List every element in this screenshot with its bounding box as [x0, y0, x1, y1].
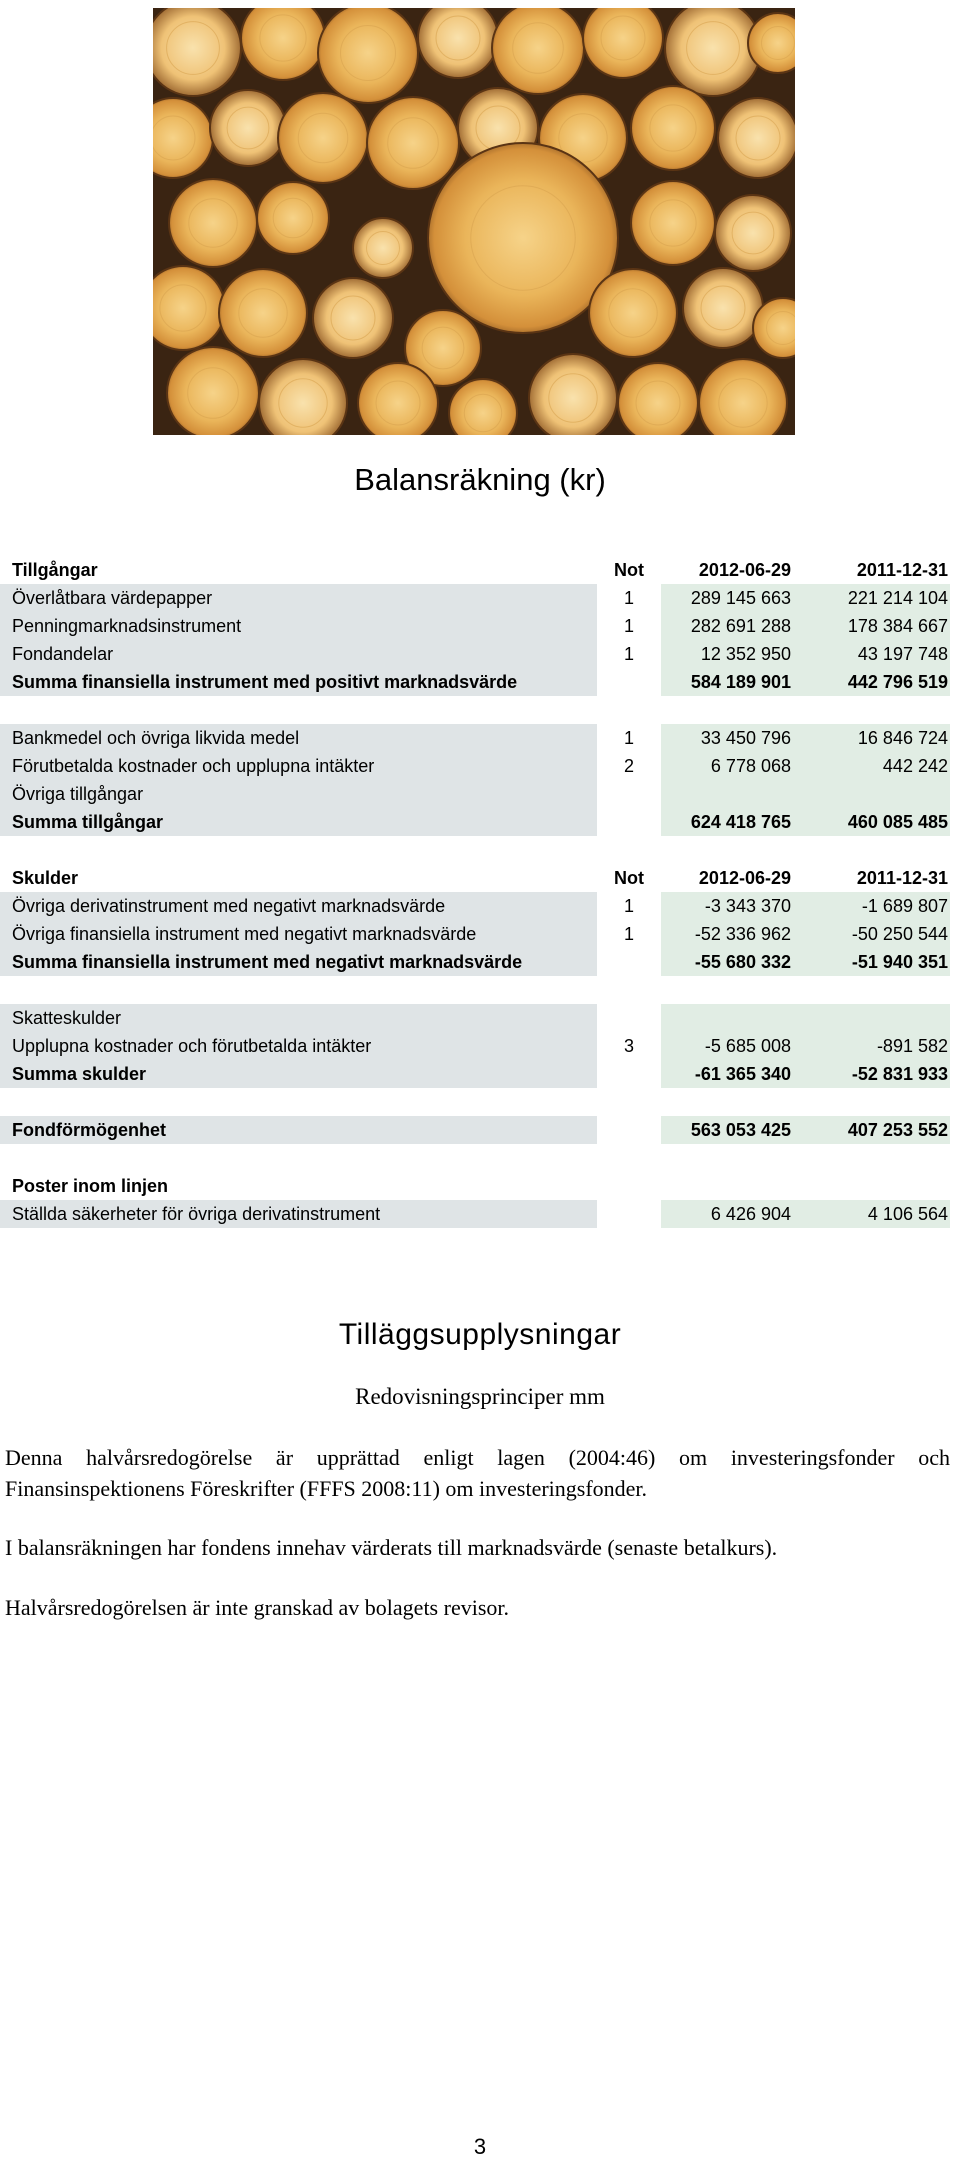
row-label: Skatteskulder — [0, 1004, 597, 1032]
row-value-2011: 178 384 667 — [793, 612, 950, 640]
assets-header-not: Not — [614, 560, 644, 580]
row-note — [597, 1004, 661, 1032]
row-value-2012: 624 418 765 — [661, 808, 793, 836]
row-label: Summa tillgångar — [0, 808, 597, 836]
row-value-2011: -1 689 807 — [793, 892, 950, 920]
row-value-2012: -3 343 370 — [661, 892, 793, 920]
row-label: Upplupna kostnader och förutbetalda intäkter — [0, 1032, 597, 1060]
log-end — [683, 268, 763, 348]
liabilities-header-date1: 2012-06-29 — [698, 868, 791, 888]
row-note — [597, 668, 661, 696]
log-end — [259, 359, 347, 435]
row-note: 1 — [623, 924, 634, 944]
row-value-2012: 33 450 796 — [661, 724, 793, 752]
table-row-total — [0, 948, 960, 976]
log-end — [367, 97, 459, 189]
off-balance-header-row — [0, 1172, 960, 1200]
row-value-2011: 460 085 485 — [793, 808, 950, 836]
row-value-2012 — [661, 780, 793, 808]
row-value-2012: -5 685 008 — [661, 1032, 793, 1060]
row-label: Förutbetalda kostnader och upplupna intäkter — [0, 752, 597, 780]
log-end — [257, 182, 329, 254]
table-row — [0, 584, 960, 612]
row-value-2012: -55 680 332 — [661, 948, 793, 976]
log-end — [241, 8, 325, 80]
row-value-2011: 442 242 — [793, 752, 950, 780]
row-note — [597, 1200, 661, 1228]
assets-header-date1: 2012-06-29 — [698, 560, 791, 580]
row-note — [597, 1060, 661, 1088]
table-row — [0, 1032, 960, 1060]
row-value-2012: -52 336 962 — [661, 920, 793, 948]
log-end — [492, 8, 584, 94]
row-note: 1 — [623, 896, 634, 916]
log-end — [631, 86, 715, 170]
table-row-total — [0, 1060, 960, 1088]
row-value-2011: 221 214 104 — [793, 584, 950, 612]
supplement-paragraph: I balansräkningen har fondens innehav värderats till marknadsvärde (senaste betalkurs). — [5, 1535, 778, 1560]
log-end — [699, 359, 787, 435]
row-label: Övriga tillgångar — [0, 780, 597, 808]
row-note: 1 — [623, 616, 634, 636]
timber-logs-image — [153, 8, 795, 435]
row-label: Övriga derivatinstrument med negativt marknadsvärde — [0, 892, 597, 920]
row-note: 1 — [623, 644, 634, 664]
row-value-2012: 12 352 950 — [661, 640, 793, 668]
liabilities-header-row — [0, 864, 960, 892]
log-end — [318, 8, 418, 103]
page-title: Balansräkning (kr) — [354, 462, 606, 497]
row-label: Summa skulder — [0, 1060, 597, 1088]
assets-header-label: Tillgångar — [12, 560, 98, 580]
row-value-2011: 16 846 724 — [793, 724, 950, 752]
table-row — [0, 920, 960, 948]
supplement-title: Tilläggsupplysningar — [338, 1318, 622, 1351]
row-label: Överlåtbara värdepapper — [0, 584, 597, 612]
log-end — [618, 363, 698, 435]
table-row — [0, 1200, 960, 1228]
net-assets-label: Fondförmögenhet — [0, 1116, 597, 1144]
row-value-2011: -51 940 351 — [793, 948, 950, 976]
row-value-2011: 4 106 564 — [793, 1200, 950, 1228]
log-end — [353, 218, 413, 278]
row-note: 1 — [623, 588, 634, 608]
table-row — [0, 752, 960, 780]
row-value-2011: -891 582 — [793, 1032, 950, 1060]
row-value-2011: 442 796 519 — [793, 668, 950, 696]
liabilities-header-not: Not — [614, 868, 644, 888]
log-end — [313, 278, 393, 358]
row-value-2012: 289 145 663 — [661, 584, 793, 612]
table-row — [0, 640, 960, 668]
row-label: Fondandelar — [0, 640, 597, 668]
log-end — [278, 93, 368, 183]
page-number: 3 — [473, 2134, 487, 2159]
row-value-2012: 6 426 904 — [661, 1200, 793, 1228]
supplement-paragraph: Denna halvårsredogörelse är upprättad enligt lagen (2004:46) om investeringsfonder och Finansinspektionens Föreskrifter (FFFS 2008:11) om investeringsfonder. — [5, 1445, 950, 1501]
balance-sheet-table — [0, 556, 960, 1228]
log-end — [589, 269, 677, 357]
log-end — [718, 98, 795, 178]
row-note: 3 — [623, 1036, 634, 1056]
log-end — [631, 181, 715, 265]
table-row — [0, 892, 960, 920]
spacer-row — [0, 976, 960, 1004]
table-row-total — [0, 808, 960, 836]
row-label: Summa finansiella instrument med negativt marknadsvärde — [0, 948, 597, 976]
log-end — [418, 8, 498, 78]
row-value-2011: -50 250 544 — [793, 920, 950, 948]
log-end — [358, 363, 438, 435]
row-value-2011 — [793, 780, 950, 808]
supplement-subtitle: Redovisningsprinciper mm — [355, 1384, 605, 1409]
row-value-2012 — [661, 1004, 793, 1032]
timber-logs-photo — [153, 8, 795, 435]
row-value-2012: 282 691 288 — [661, 612, 793, 640]
log-end — [210, 90, 286, 166]
log-end — [529, 354, 617, 435]
liabilities-header-label: Skulder — [12, 868, 79, 888]
row-value-2012: 584 189 901 — [661, 668, 793, 696]
table-row — [0, 612, 960, 640]
spacer-row — [0, 836, 960, 864]
row-note — [597, 780, 661, 808]
row-note: 1 — [623, 728, 634, 748]
net-assets-2011: 407 253 552 — [793, 1116, 950, 1144]
table-row — [0, 724, 960, 752]
row-label: Bankmedel och övriga likvida medel — [0, 724, 597, 752]
log-end — [153, 266, 225, 350]
log-end — [219, 269, 307, 357]
row-value-2011: -52 831 933 — [793, 1060, 950, 1088]
supplement-paragraph: Halvårsredogörelsen är inte granskad av bolagets revisor. — [5, 1595, 509, 1620]
row-note — [597, 948, 661, 976]
row-label: Ställda säkerheter för övriga derivatinstrument — [0, 1200, 597, 1228]
row-label: Övriga finansiella instrument med negativt marknadsvärde — [0, 920, 597, 948]
off-balance-header: Poster inom linjen — [12, 1176, 169, 1196]
log-end — [583, 8, 663, 78]
spacer-row — [0, 696, 960, 724]
row-value-2012: -61 365 340 — [661, 1060, 793, 1088]
assets-header-row — [0, 556, 960, 584]
liabilities-header-date2: 2011-12-31 — [856, 868, 948, 888]
table-row — [0, 1004, 960, 1032]
spacer-row — [0, 1088, 960, 1116]
assets-header-date2: 2011-12-31 — [856, 560, 948, 580]
row-label: Penningmarknadsinstrument — [0, 612, 597, 640]
row-value-2011: 43 197 748 — [793, 640, 950, 668]
row-note: 2 — [623, 756, 634, 776]
row-note — [597, 808, 661, 836]
log-end — [169, 179, 257, 267]
net-assets-row — [0, 1116, 960, 1144]
log-end — [715, 195, 791, 271]
table-row-total — [0, 668, 960, 696]
net-assets-2012: 563 053 425 — [661, 1116, 793, 1144]
row-note — [597, 1116, 661, 1144]
log-end — [449, 379, 517, 435]
row-label: Summa finansiella instrument med positivt marknadsvärde — [0, 668, 597, 696]
log-end — [167, 347, 259, 435]
row-value-2012: 6 778 068 — [661, 752, 793, 780]
table-row — [0, 780, 960, 808]
spacer-row — [0, 1144, 960, 1172]
row-value-2011 — [793, 1004, 950, 1032]
